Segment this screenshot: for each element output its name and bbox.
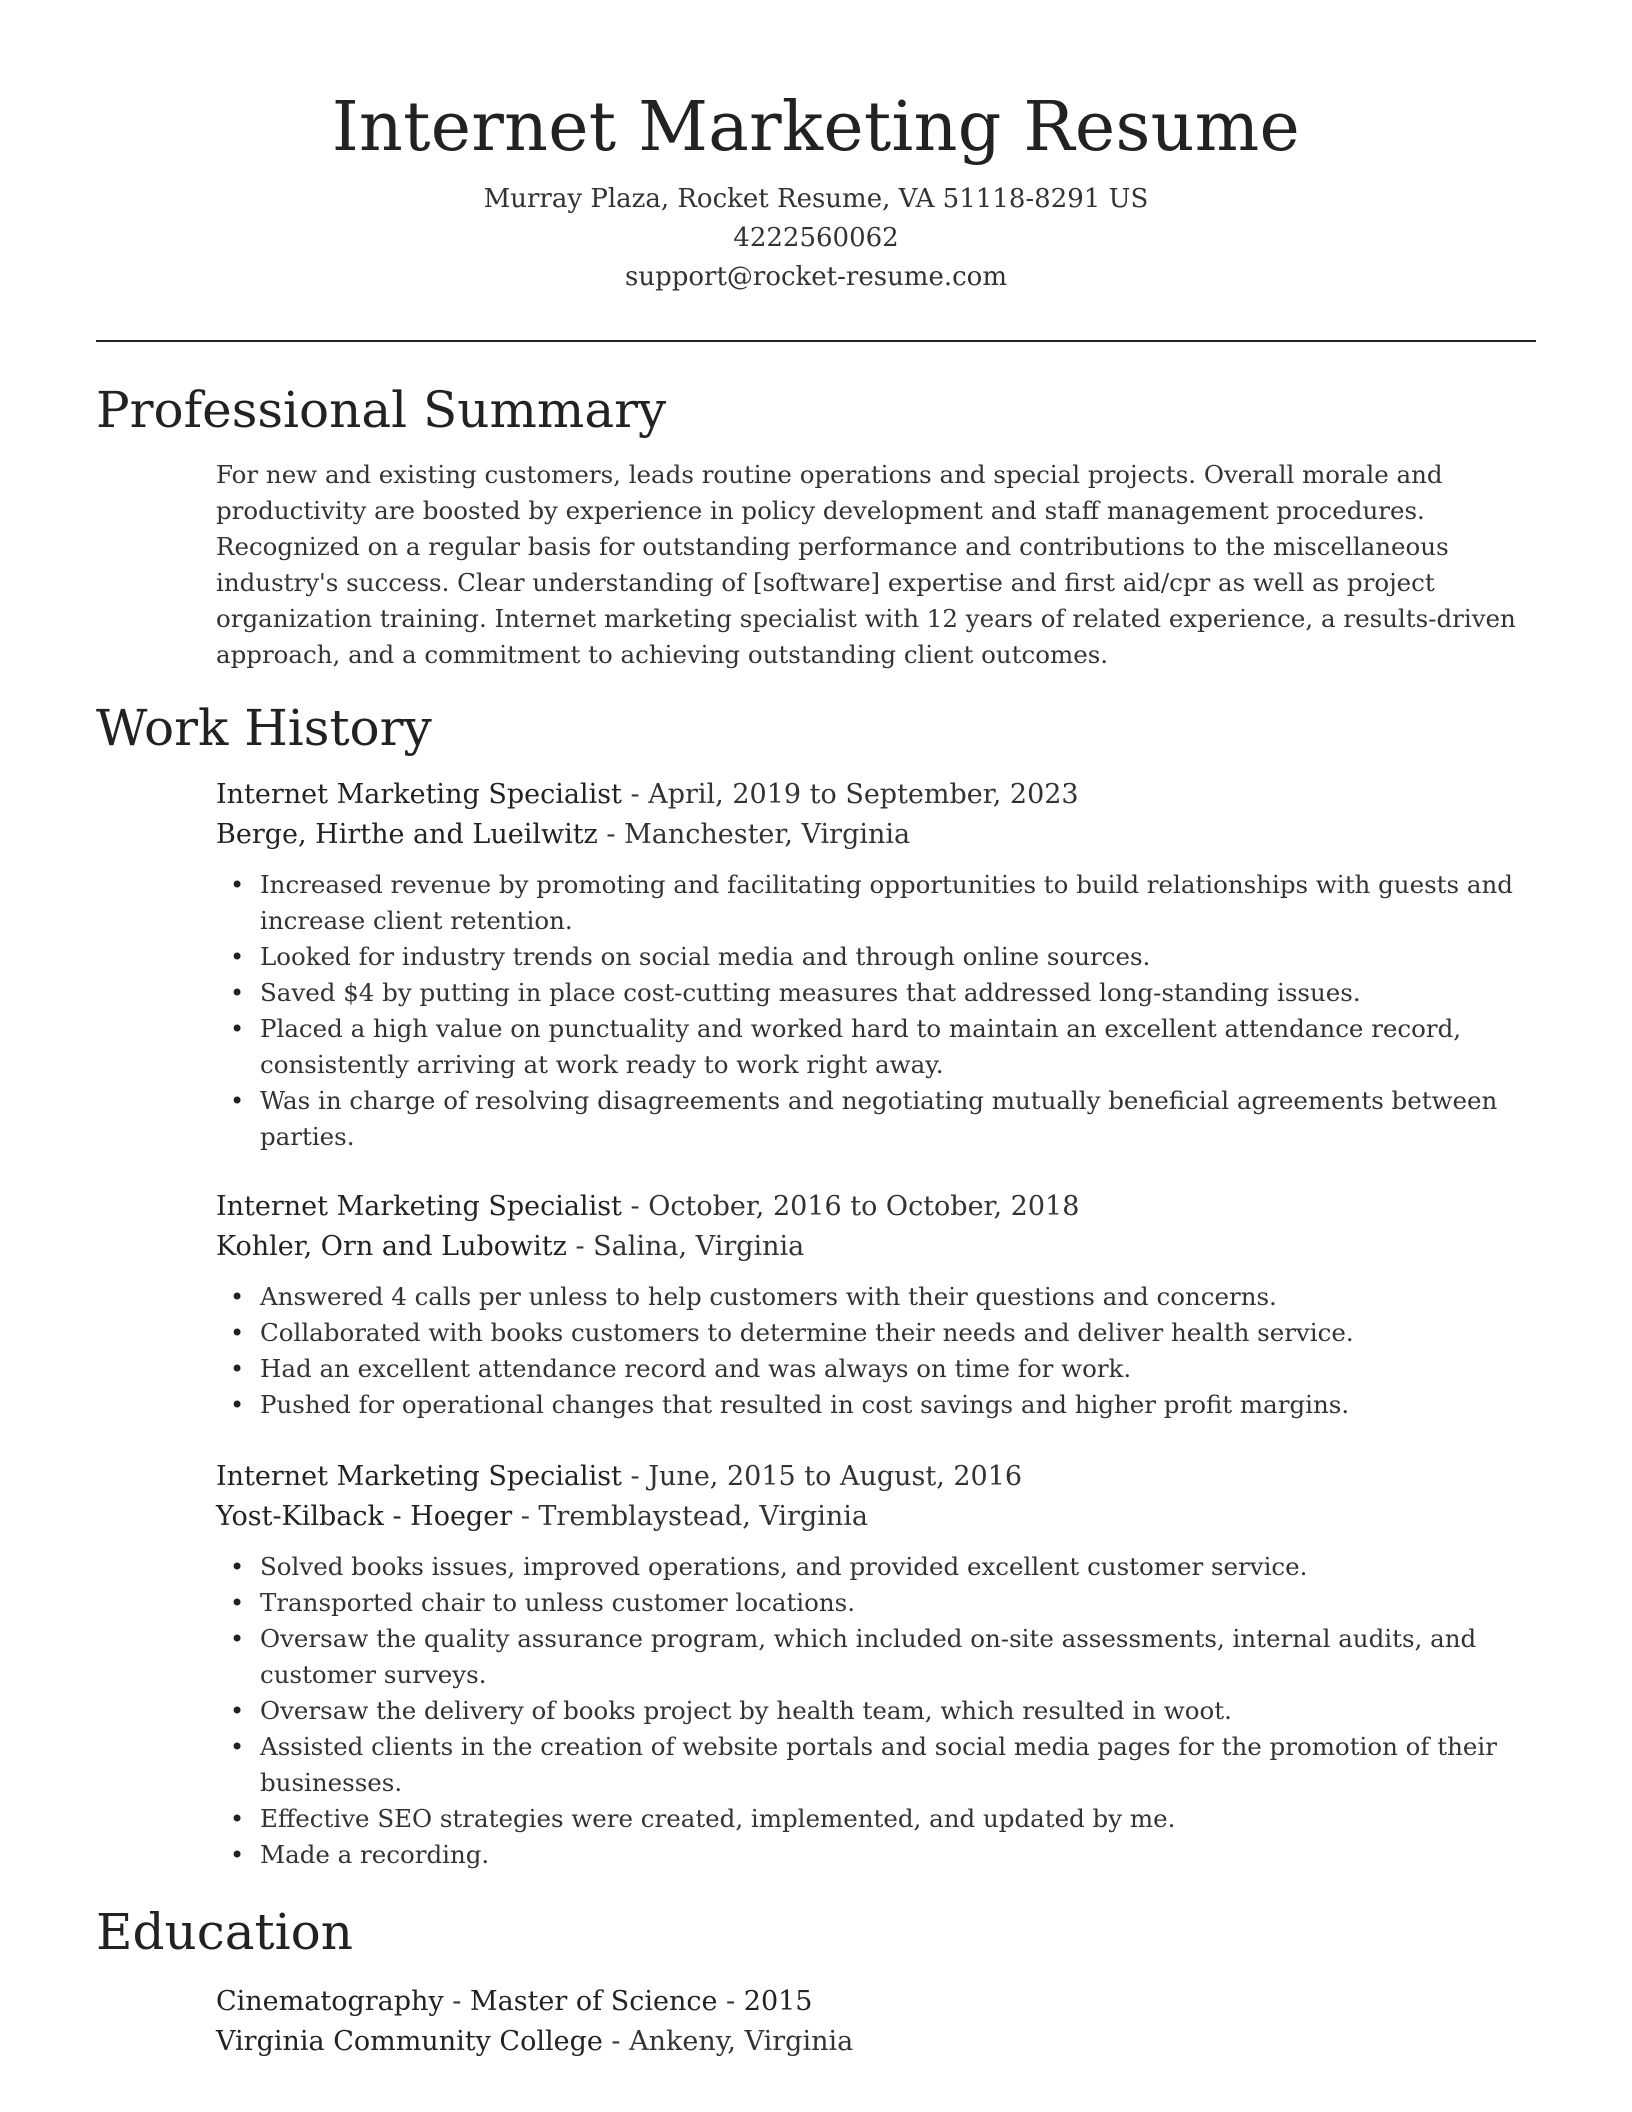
bullet-glyph: • bbox=[230, 1733, 245, 1761]
bullet-glyph: • bbox=[230, 1697, 245, 1725]
bullet-glyph: • bbox=[230, 1015, 245, 1043]
bullet-item bbox=[230, 1083, 1536, 1155]
bullet-glyph: • bbox=[230, 1087, 245, 1115]
employer-line bbox=[216, 1497, 1536, 1537]
graduation-year: 2015 bbox=[743, 1986, 813, 2017]
school-name: Virginia Community College bbox=[216, 2026, 603, 2057]
resume-title: Internet Marketing Resume bbox=[331, 88, 1301, 167]
bullet-item bbox=[230, 1011, 1536, 1083]
job-entry bbox=[216, 775, 1536, 1155]
bullet-text: Increased revenue by promoting and facilitating opportunities to build relationships with guests and increase client retention. bbox=[260, 870, 1513, 935]
bullet-glyph: • bbox=[230, 943, 245, 971]
resume-header bbox=[96, 80, 1536, 297]
separator: - bbox=[621, 779, 649, 810]
job-title-line bbox=[216, 1187, 1536, 1227]
bullet-item bbox=[230, 975, 1536, 1011]
school-location: Ankeny, Virginia bbox=[629, 2026, 854, 2057]
bullet-text: Had an excellent attendance record and was always on time for work. bbox=[260, 1354, 1132, 1383]
job-title-line bbox=[216, 1457, 1536, 1497]
job-entry bbox=[216, 1187, 1536, 1423]
bullet-glyph: • bbox=[230, 1625, 245, 1653]
bullet-text: Looked for industry trends on social media and through online sources. bbox=[260, 942, 1151, 971]
bullet-text: Answered 4 calls per unless to help customers with their questions and concerns. bbox=[260, 1282, 1277, 1311]
bullet-glyph: • bbox=[230, 1589, 245, 1617]
bullet-text: Assisted clients in the creation of website portals and social media pages for the promotion of their businesses. bbox=[260, 1732, 1497, 1797]
education-entry bbox=[216, 1982, 1536, 2062]
bullet-item bbox=[230, 1315, 1536, 1351]
bullet-text: Effective SEO strategies were created, implemented, and updated by me. bbox=[260, 1804, 1176, 1833]
email-address: support@rocket-resume.com bbox=[624, 262, 1007, 292]
bullet-item bbox=[230, 1801, 1536, 1837]
employer-name: Kohler, Orn and Lubowitz bbox=[216, 1231, 567, 1262]
bullet-glyph: • bbox=[230, 1355, 245, 1383]
job-location: Salina, Virginia bbox=[593, 1231, 805, 1262]
bullet-glyph: • bbox=[230, 1319, 245, 1347]
bullet-text: Transported chair to unless customer locations. bbox=[260, 1588, 856, 1617]
bullet-text: Oversaw the quality assurance program, which included on-site assessments, internal audits, and customer surveys. bbox=[260, 1624, 1477, 1689]
bullet-glyph: • bbox=[230, 979, 245, 1007]
degree-name: Master of Science bbox=[469, 1986, 718, 2017]
job-bullet-list bbox=[216, 867, 1536, 1155]
job-title: Internet Marketing Specialist bbox=[216, 1461, 622, 1492]
bullet-glyph: • bbox=[230, 1841, 245, 1869]
bullet-text: Pushed for operational changes that resulted in cost savings and higher profit margins. bbox=[260, 1390, 1350, 1419]
separator: - bbox=[602, 2026, 630, 2057]
separator: - bbox=[621, 1461, 649, 1492]
section-title-work-history: Work History bbox=[96, 699, 432, 757]
phone-number: 4222560062 bbox=[733, 223, 899, 253]
bullet-item bbox=[230, 939, 1536, 975]
bullet-item bbox=[230, 1693, 1536, 1729]
employer-name: Yost-Kilback - Hoeger bbox=[216, 1501, 513, 1532]
summary-block bbox=[216, 457, 1536, 673]
separator: - bbox=[621, 1191, 649, 1222]
job-title-line bbox=[216, 775, 1536, 815]
job-dates: October, 2016 to October, 2018 bbox=[648, 1191, 1080, 1222]
section-title-professional-summary: Professional Summary bbox=[96, 381, 667, 439]
employer-name: Berge, Hirthe and Lueilwitz bbox=[216, 819, 598, 850]
bullet-item bbox=[230, 1585, 1536, 1621]
separator: - bbox=[512, 1501, 539, 1532]
separator: - bbox=[443, 1986, 470, 2017]
bullet-item bbox=[230, 1279, 1536, 1315]
job-dates: April, 2019 to September, 2023 bbox=[648, 779, 1079, 810]
separator: - bbox=[566, 1231, 594, 1262]
bullet-text: Collaborated with books customers to determine their needs and deliver health service. bbox=[260, 1318, 1354, 1347]
bullet-item bbox=[230, 1549, 1536, 1585]
bullet-glyph: • bbox=[230, 1391, 245, 1419]
address: Murray Plaza, Rocket Resume, VA 51118-8291 US bbox=[483, 184, 1149, 214]
job-title: Internet Marketing Specialist bbox=[216, 1191, 622, 1222]
bullet-glyph: • bbox=[230, 871, 245, 899]
job-location: Tremblaystead, Virginia bbox=[538, 1501, 869, 1532]
job-bullet-list bbox=[216, 1549, 1536, 1873]
field-of-study: Cinematography bbox=[216, 1986, 444, 2017]
bullet-item bbox=[230, 1351, 1536, 1387]
bullet-glyph: • bbox=[230, 1553, 245, 1581]
bullet-item bbox=[230, 1729, 1536, 1801]
contact-info bbox=[96, 180, 1536, 297]
bullet-text: Placed a high value on punctuality and worked hard to maintain an excellent attendance record, consistently arriving at work ready to work right away. bbox=[260, 1014, 1462, 1079]
separator: - bbox=[717, 1986, 744, 2017]
summary-text: For new and existing customers, leads routine operations and special projects. Overall morale and productivity are boosted by experience in policy development and staff management procedures. Recognized on a regular basis for outstanding performance and contributions to the miscellaneous industry's success. Clear understanding of [software] expertise and first aid/cpr as well as project organization training. Internet marketing specialist with 12 years of related experience, a results-driven approach, and a commitment to achieving outstanding client outcomes. bbox=[216, 460, 1516, 669]
bullet-text: Oversaw the delivery of books project by health team, which resulted in woot. bbox=[260, 1696, 1232, 1725]
separator: - bbox=[597, 819, 625, 850]
job-location: Manchester, Virginia bbox=[624, 819, 911, 850]
section-title-education: Education bbox=[96, 1903, 353, 1961]
job-title: Internet Marketing Specialist bbox=[216, 779, 622, 810]
employer-line bbox=[216, 1227, 1536, 1267]
header-divider bbox=[96, 340, 1536, 342]
school-line bbox=[216, 2022, 1536, 2062]
bullet-text: Saved $4 by putting in place cost-cutting measures that addressed long-standing issues. bbox=[260, 978, 1361, 1007]
bullet-glyph: • bbox=[230, 1283, 245, 1311]
bullet-item bbox=[230, 1621, 1536, 1693]
bullet-text: Solved books issues, improved operations, and provided excellent customer service. bbox=[260, 1552, 1308, 1581]
job-dates: June, 2015 to August, 2016 bbox=[648, 1461, 1023, 1492]
job-entry bbox=[216, 1457, 1536, 1873]
bullet-item bbox=[230, 1837, 1536, 1873]
bullet-item bbox=[230, 1387, 1536, 1423]
degree-line bbox=[216, 1982, 1536, 2022]
bullet-item bbox=[230, 867, 1536, 939]
bullet-text: Was in charge of resolving disagreements and negotiating mutually beneficial agreements between parties. bbox=[260, 1086, 1498, 1151]
job-bullet-list bbox=[216, 1279, 1536, 1423]
bullet-glyph: • bbox=[230, 1805, 245, 1833]
employer-line bbox=[216, 815, 1536, 855]
bullet-text: Made a recording. bbox=[260, 1840, 490, 1869]
